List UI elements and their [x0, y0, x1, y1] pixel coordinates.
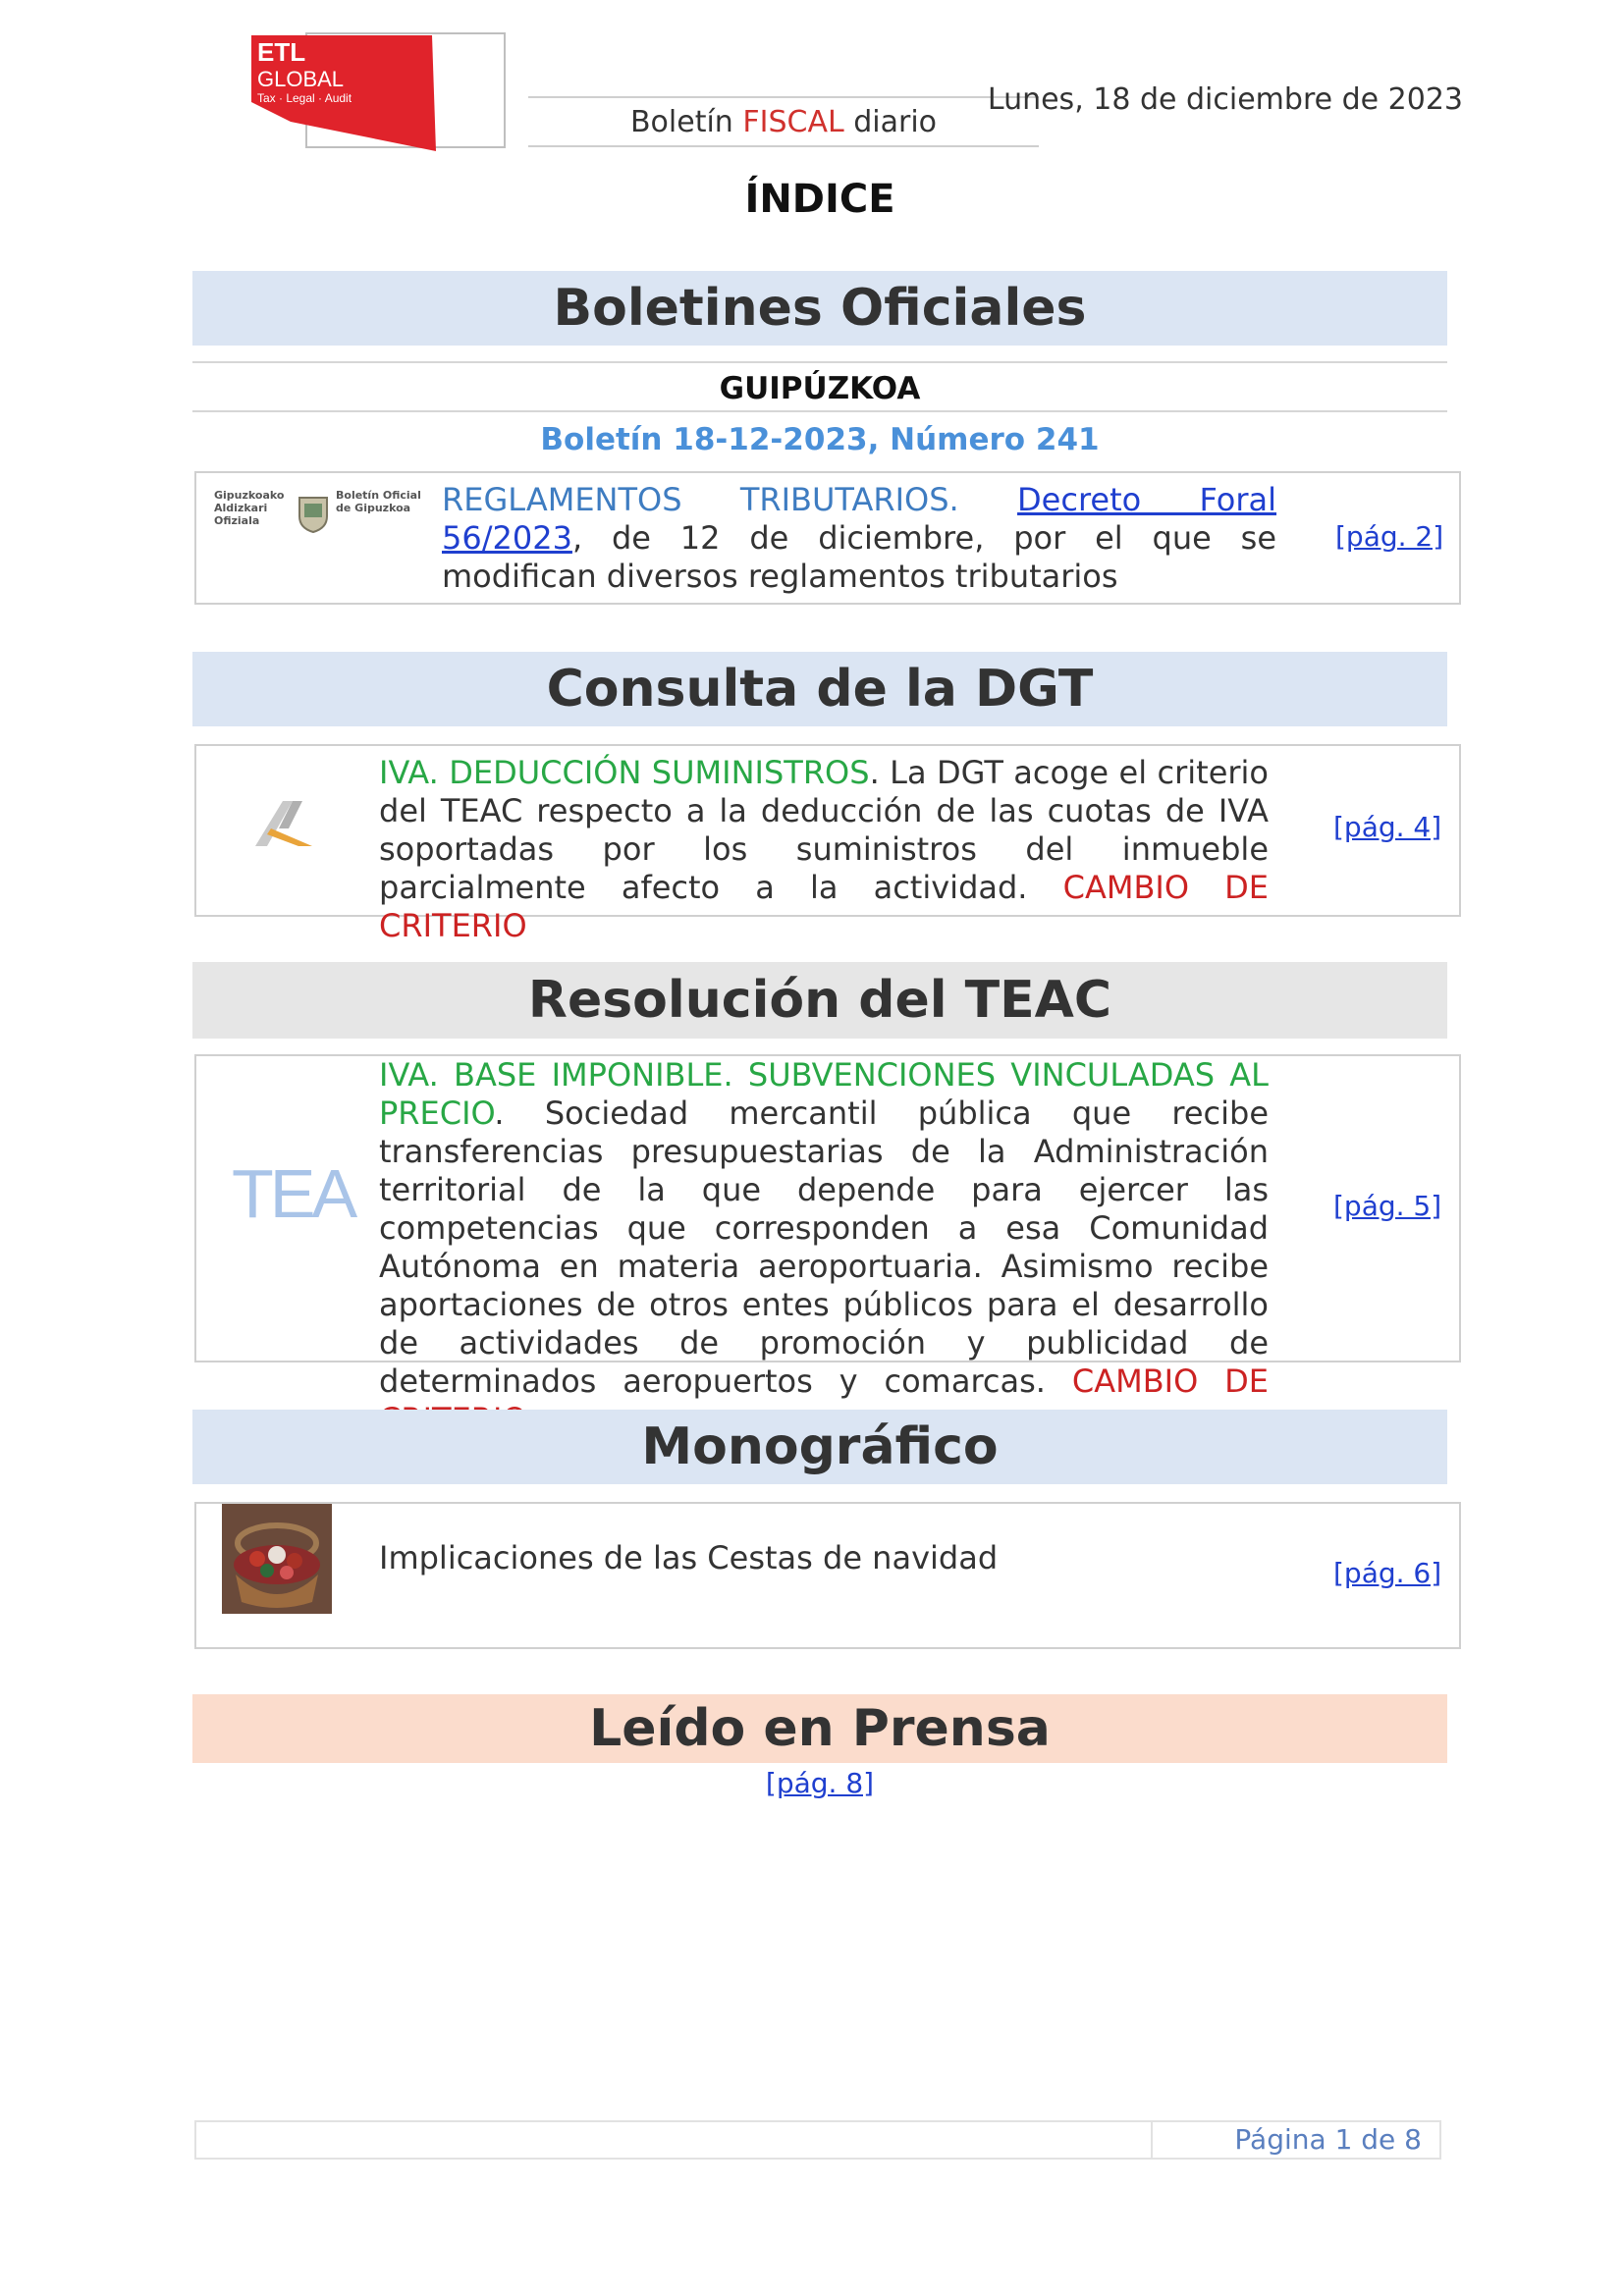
bulletin-prefix: Boletín [629, 104, 743, 139]
issue-label: Boletín 18-12-2023, Número 241 [540, 422, 1100, 457]
entry-text-dgt [379, 754, 1269, 945]
entry-body: . La DGT acoge el criterio del TEAC respecto a la deducción de las cuotas de IVA soportadas por los suministros del inmueble parcialmente afecto a la actividad. [379, 754, 1270, 906]
coat-of-arms-icon [297, 495, 330, 534]
logo-etl-text: ETL [257, 37, 306, 67]
region-label: GUIPÚZKOA [719, 371, 921, 406]
logo-left-text: Gipuzkoako Aldizkari Ofiziala [214, 489, 285, 527]
entry-body: . Sociedad mercantil pública que recibe transferencias presupuestarias de la Administración territorial de la que depende para ejercer las competencias que corresponden a esa Comunidad Autónoma en materia aeroportuaria. Asimismo recibe aportaciones de otros entes públicos para el desarrollo de actividades de promoción y publicidad de determinados aeropuertos y comarcas. [379, 1095, 1269, 1400]
page-link-4[interactable]: [pág. 4] [1333, 811, 1442, 843]
page-link-5[interactable]: [pág. 5] [1333, 1190, 1442, 1222]
logo-global-text: GLOBAL [257, 67, 345, 91]
criterion-change-tag: CAMBIO DE CRITERIO [379, 869, 1270, 944]
page-link-2[interactable]: [pág. 2] [1335, 520, 1444, 553]
logo-right-text: Boletín Oficial de Gipuzkoa [336, 489, 421, 514]
footer-divider [1151, 2122, 1153, 2158]
page-link-8[interactable]: [pág. 8] [765, 1767, 875, 1799]
page-footer [194, 2120, 1441, 2160]
entry-text-boletin [442, 481, 1276, 596]
bulletin-title [528, 96, 1039, 147]
section-consulta-dgt: Consulta de la DGT [192, 652, 1447, 726]
entry-lead: IVA. DEDUCCIÓN SUMINISTROS [379, 754, 870, 791]
section-monografico: Monográfico [192, 1410, 1447, 1484]
entry-box-teac [194, 1054, 1461, 1400]
entry-lead: IVA. BASE IMPONIBLE. SUBVENCIONES VINCULADAS AL PRECIO [379, 1056, 1269, 1132]
entry-text-teac [379, 1056, 1269, 1439]
gipuzkoa-bulletin-logo [214, 489, 430, 544]
criterion-change-tag: CAMBIO DE [1071, 1362, 1270, 1400]
divider [192, 361, 1447, 363]
bulletin-fiscal: FISCAL [742, 104, 844, 139]
entry-text-monografico: Implicaciones de las Cestas de navidad [379, 1539, 999, 1576]
page-number: Página 1 de 8 [1234, 2123, 1422, 2156]
christmas-basket-image [222, 1504, 332, 1614]
entry-lead: REGLAMENTOS TRIBUTARIOS. [442, 481, 959, 518]
divider [192, 410, 1447, 412]
entry-box-dgt [194, 744, 1461, 944]
page-link-6[interactable]: [pág. 6] [1333, 1557, 1442, 1589]
prensa-link-wrap [192, 1767, 1447, 1799]
aeat-logo-icon [249, 789, 318, 854]
bulletin-suffix: diario [843, 104, 938, 139]
decreto-foral-link[interactable]: Decreto Foral 56/2023 [442, 481, 1277, 557]
entry-box-monografico [194, 1502, 1461, 1649]
etl-global-logo [251, 31, 509, 151]
entry-box-boletin [194, 471, 1461, 605]
section-boletines-oficiales: Boletines Oficiales [192, 271, 1447, 346]
tea-logo: TEA [232, 1155, 354, 1232]
section-resolucion-teac: Resolución del TEAC [192, 962, 1447, 1039]
section-leido-en-prensa: Leído en Prensa [192, 1694, 1447, 1763]
entry-body: , de 12 de diciembre, por el que se modifican diversos reglamentos tributarios [442, 519, 1276, 595]
index-title: ÍNDICE [744, 177, 895, 222]
bulletin-date: Lunes, 18 de diciembre de 2023 [987, 82, 1463, 117]
logo-tagline-text: Tax · Legal · Audit [257, 91, 352, 105]
